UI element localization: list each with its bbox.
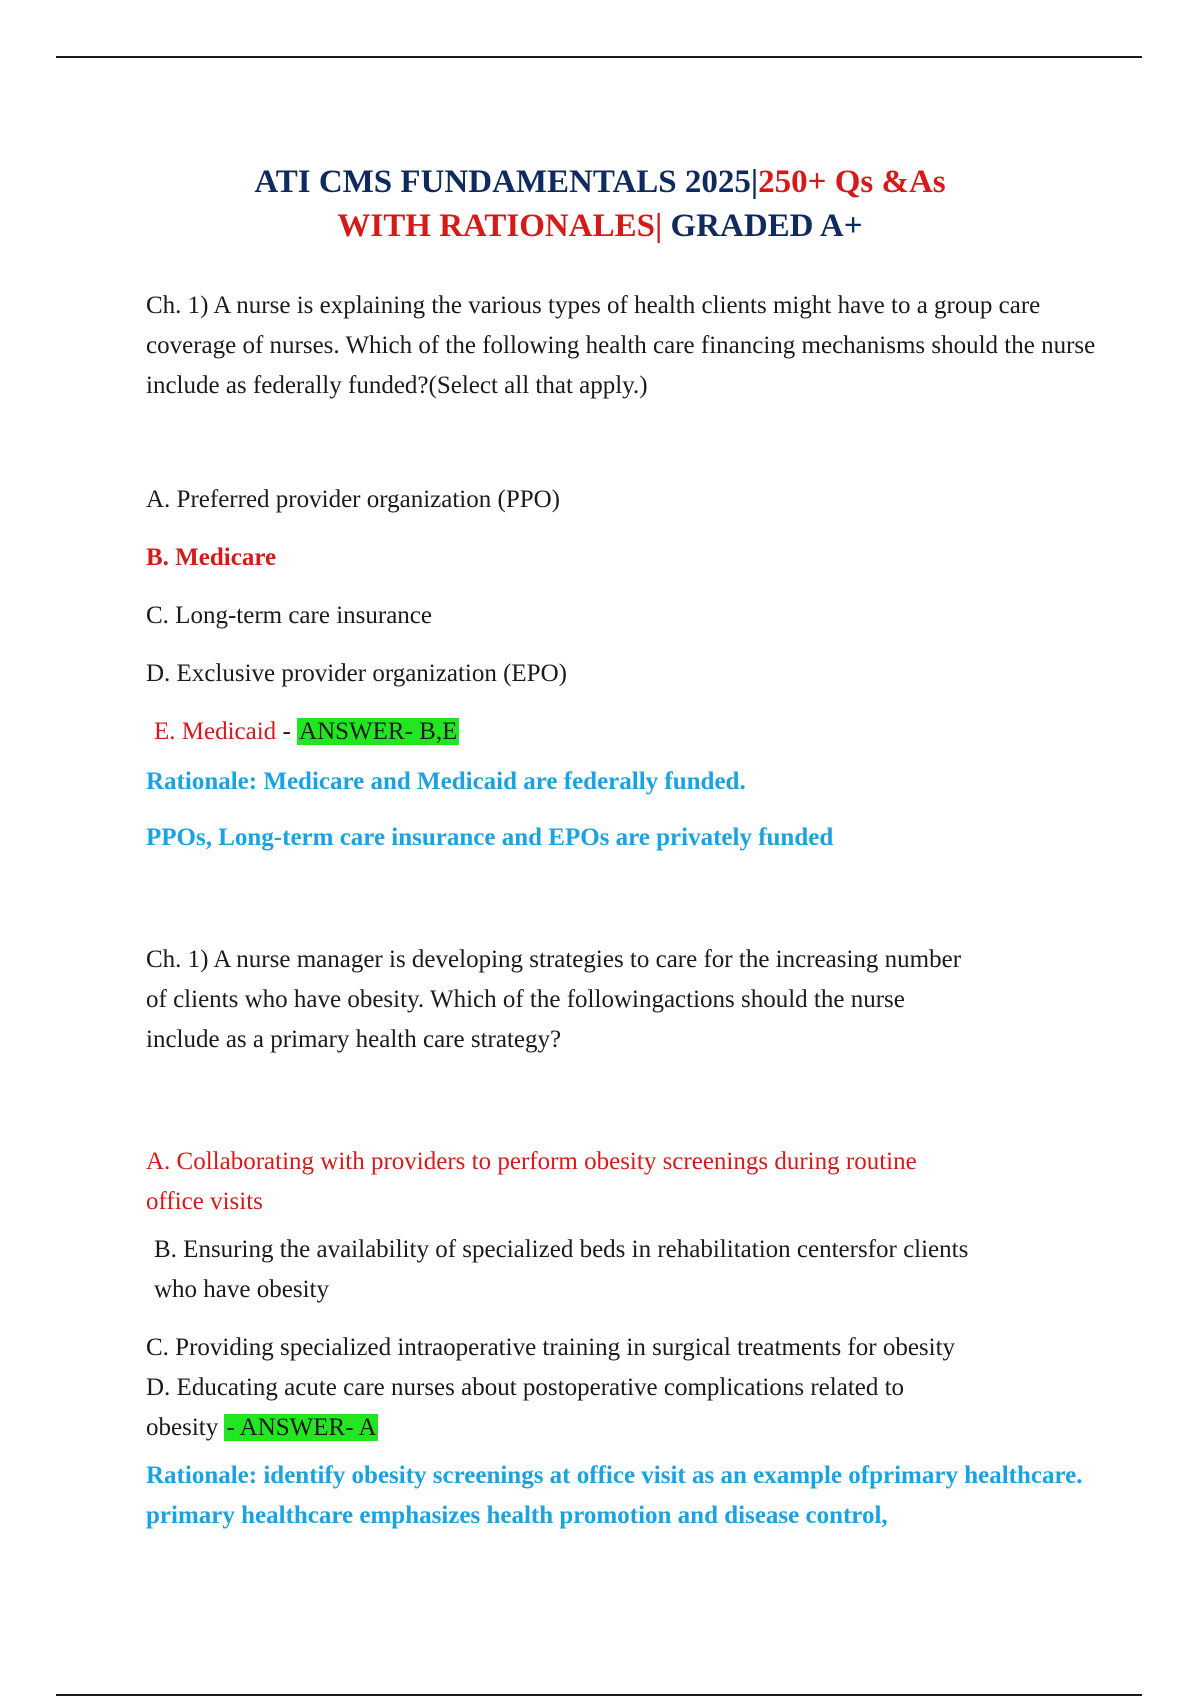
question-1-rationale-line-1: Rationale: Medicare and Medicaid are federally funded. — [146, 768, 746, 795]
question-1-rationale-line-2: PPOs, Long-term care insurance and EPOs are privately funded — [146, 824, 834, 851]
question-1-option-e — [146, 712, 1106, 752]
question-2-rationale: Rationale: identify obesity screenings at office visit as an example ofprimary healthcare. primary healthcare emphasizes health promotion and disease control, — [146, 1462, 1083, 1529]
title-part-4: GRADED A+ — [662, 208, 863, 244]
question-2-text: Ch. 1) A nurse manager is developing strategies to care for the increasing number of clients who have obesity. Which of the followingactions should the nurse include as a primary health care strategy? — [146, 946, 962, 1053]
question-2-option-c — [146, 1328, 976, 1448]
title-part-3: WITH RATIONALES| — [337, 208, 663, 244]
title-part-1: ATI CMS FUNDAMENTALS 2025| — [254, 164, 759, 200]
question-1-option-b: B. Medicare — [146, 544, 277, 571]
question-1-answer-separator: - — [276, 718, 298, 745]
question-1-option-d: D. Exclusive provider organization (EPO) — [146, 660, 567, 687]
document-title — [100, 160, 1100, 248]
question-2-answer-highlight: - ANSWER- A — [226, 1414, 377, 1441]
title-part-2: 250+ Qs &As — [758, 164, 946, 200]
question-1-answer-highlight: ANSWER- B,E — [299, 718, 458, 745]
question-2-option-b: B. Ensuring the availability of specialized beds in rehabilitation centersfor clients who have obesity — [154, 1236, 969, 1303]
document-body — [146, 286, 1106, 1536]
top-rule — [56, 56, 1142, 58]
question-1-option-c: C. Long-term care insurance — [146, 602, 432, 629]
question-1-text: Ch. 1) A nurse is explaining the various types of health clients might have to a group care coverage of nurses. Which of the following health care financing mechanisms should the nurse include as federally funded?(Select all that apply.) — [146, 292, 1096, 399]
bottom-rule — [56, 1694, 1142, 1696]
question-1-option-e-label: E. Medicaid — [154, 718, 277, 745]
question-2-option-c-label: C. Providing specialized intraoperative training in surgical treatments for obesity D. Educating acute care nurses about postoperative complications related to obesity — [146, 1334, 956, 1441]
question-1-option-a: A. Preferred provider organization (PPO) — [146, 486, 561, 513]
question-2-option-a: A. Collaborating with providers to perform obesity screenings during routine office visits — [146, 1148, 917, 1215]
